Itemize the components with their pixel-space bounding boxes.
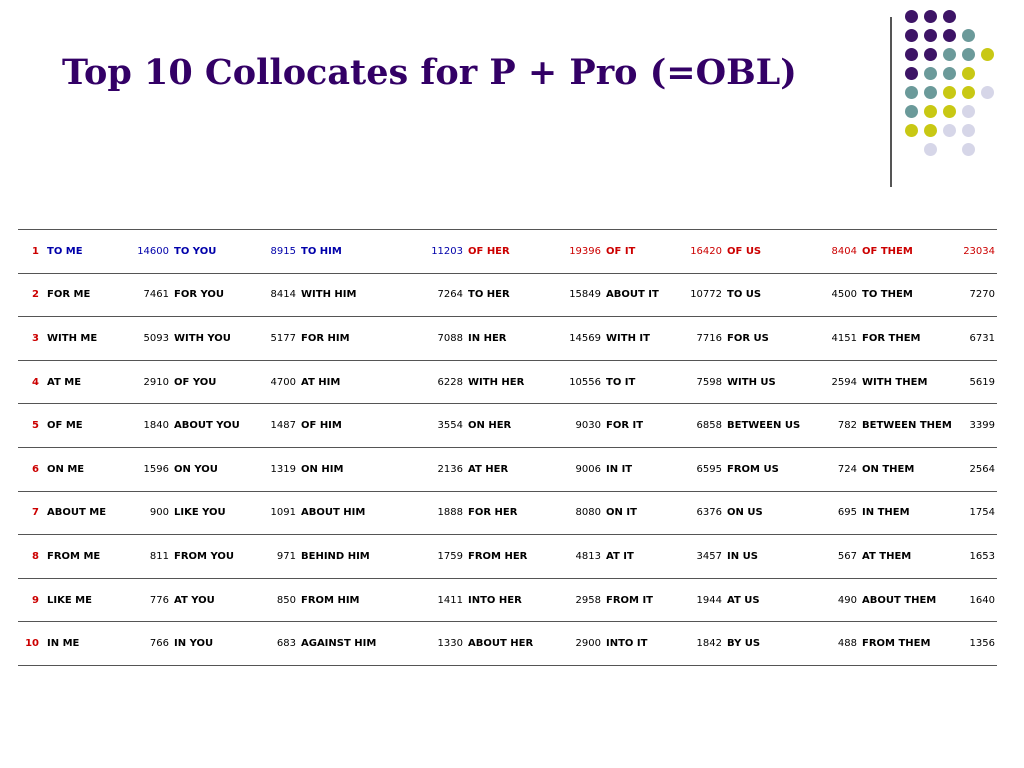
frequency-cell: 2910 <box>125 360 171 404</box>
decorative-dot <box>962 67 975 80</box>
frequency-cell: 3399 <box>954 404 997 448</box>
collocate-cell: FOR HIM <box>298 317 398 361</box>
frequency-cell: 695 <box>813 491 859 535</box>
decorative-dot <box>924 86 937 99</box>
frequency-cell: 6376 <box>681 491 724 535</box>
frequency-cell: 5177 <box>252 317 298 361</box>
decorative-dot <box>905 124 918 137</box>
table-row <box>18 273 997 317</box>
frequency-cell: 4151 <box>813 317 859 361</box>
decorative-dot <box>905 86 918 99</box>
frequency-cell: 5093 <box>125 317 171 361</box>
decorative-dot-grid <box>905 10 1015 170</box>
frequency-cell: 14600 <box>125 230 171 274</box>
collocate-cell: FROM HIM <box>298 578 398 622</box>
decorative-dot <box>943 48 956 61</box>
decorative-dot <box>962 48 975 61</box>
frequency-cell: 5619 <box>954 360 997 404</box>
collocate-cell: OF THEM <box>859 230 954 274</box>
rank-cell: 9 <box>18 578 44 622</box>
decorative-dot <box>943 29 956 42</box>
frequency-cell: 490 <box>813 578 859 622</box>
collocate-cell: IN ME <box>44 622 125 666</box>
collocate-cell: TO US <box>724 273 813 317</box>
frequency-cell: 3554 <box>398 404 465 448</box>
collocate-cell: WITH ME <box>44 317 125 361</box>
collocate-cell: ON US <box>724 491 813 535</box>
collocate-cell: WITH US <box>724 360 813 404</box>
decorative-dot <box>943 124 956 137</box>
rank-cell: 4 <box>18 360 44 404</box>
collocate-cell: INTO IT <box>603 622 681 666</box>
collocate-cell: AT YOU <box>171 578 252 622</box>
frequency-cell: 782 <box>813 404 859 448</box>
collocate-cell: OF ME <box>44 404 125 448</box>
frequency-cell: 900 <box>125 491 171 535</box>
collocate-cell: AT ME <box>44 360 125 404</box>
frequency-cell: 15849 <box>558 273 603 317</box>
decorative-dot <box>905 10 918 23</box>
frequency-cell: 850 <box>252 578 298 622</box>
collocate-cell: INTO HER <box>465 578 558 622</box>
frequency-cell: 1840 <box>125 404 171 448</box>
vertical-divider-line <box>890 17 892 187</box>
table-row <box>18 622 997 666</box>
table-row <box>18 535 997 579</box>
frequency-cell: 10556 <box>558 360 603 404</box>
frequency-cell: 6731 <box>954 317 997 361</box>
frequency-cell: 1411 <box>398 578 465 622</box>
table-row <box>18 404 997 448</box>
collocate-cell: ON HIM <box>298 447 398 491</box>
frequency-cell: 6595 <box>681 447 724 491</box>
frequency-cell: 1842 <box>681 622 724 666</box>
slide-title: Top 10 Collocates for P + Pro (=OBL) <box>62 52 797 93</box>
collocate-cell: ABOUT YOU <box>171 404 252 448</box>
frequency-cell: 1091 <box>252 491 298 535</box>
frequency-cell: 1330 <box>398 622 465 666</box>
frequency-cell: 7270 <box>954 273 997 317</box>
collocate-cell: TO HER <box>465 273 558 317</box>
frequency-cell: 567 <box>813 535 859 579</box>
collocate-cell: FROM HER <box>465 535 558 579</box>
frequency-cell: 4500 <box>813 273 859 317</box>
frequency-cell: 1487 <box>252 404 298 448</box>
collocate-cell: AT US <box>724 578 813 622</box>
frequency-cell: 2958 <box>558 578 603 622</box>
collocate-cell: BETWEEN US <box>724 404 813 448</box>
collocate-cell: ON HER <box>465 404 558 448</box>
collocate-cell: TO ME <box>44 230 125 274</box>
collocate-cell: FROM US <box>724 447 813 491</box>
collocate-cell: AT THEM <box>859 535 954 579</box>
collocate-cell: TO IT <box>603 360 681 404</box>
collocate-cell: ABOUT ME <box>44 491 125 535</box>
collocate-cell: ON THEM <box>859 447 954 491</box>
collocate-cell: FOR ME <box>44 273 125 317</box>
frequency-cell: 1653 <box>954 535 997 579</box>
frequency-cell: 11203 <box>398 230 465 274</box>
frequency-cell: 9030 <box>558 404 603 448</box>
rank-cell: 10 <box>18 622 44 666</box>
collocate-cell: TO HIM <box>298 230 398 274</box>
frequency-cell: 971 <box>252 535 298 579</box>
table-row <box>18 317 997 361</box>
frequency-cell: 1319 <box>252 447 298 491</box>
collocate-cell: FROM THEM <box>859 622 954 666</box>
collocate-cell: WITH YOU <box>171 317 252 361</box>
collocate-cell: WITH HER <box>465 360 558 404</box>
collocate-cell: IN IT <box>603 447 681 491</box>
collocates-table-container <box>18 229 997 666</box>
frequency-cell: 8080 <box>558 491 603 535</box>
decorative-dot <box>924 67 937 80</box>
rank-cell: 2 <box>18 273 44 317</box>
frequency-cell: 6228 <box>398 360 465 404</box>
frequency-cell: 8915 <box>252 230 298 274</box>
collocate-cell: AGAINST HIM <box>298 622 398 666</box>
table-row <box>18 360 997 404</box>
collocate-cell: AT IT <box>603 535 681 579</box>
frequency-cell: 724 <box>813 447 859 491</box>
decorative-dot <box>962 29 975 42</box>
decorative-dot <box>905 67 918 80</box>
collocate-cell: IN YOU <box>171 622 252 666</box>
decorative-dot <box>905 48 918 61</box>
frequency-cell: 8414 <box>252 273 298 317</box>
collocate-cell: ON IT <box>603 491 681 535</box>
collocate-cell: BEHIND HIM <box>298 535 398 579</box>
frequency-cell: 811 <box>125 535 171 579</box>
collocate-cell: ABOUT HER <box>465 622 558 666</box>
decorative-dot <box>924 48 937 61</box>
collocate-cell: FOR THEM <box>859 317 954 361</box>
frequency-cell: 1759 <box>398 535 465 579</box>
frequency-cell: 23034 <box>954 230 997 274</box>
collocate-cell: AT HIM <box>298 360 398 404</box>
collocate-cell: OF US <box>724 230 813 274</box>
decorative-dot <box>943 86 956 99</box>
decorative-dot <box>943 105 956 118</box>
frequency-cell: 1888 <box>398 491 465 535</box>
collocate-cell: FROM YOU <box>171 535 252 579</box>
collocate-cell: ABOUT HIM <box>298 491 398 535</box>
decorative-dot <box>924 124 937 137</box>
frequency-cell: 683 <box>252 622 298 666</box>
rank-cell: 6 <box>18 447 44 491</box>
collocate-cell: OF HIM <box>298 404 398 448</box>
collocate-cell: BETWEEN THEM <box>859 404 954 448</box>
frequency-cell: 2900 <box>558 622 603 666</box>
rank-cell: 3 <box>18 317 44 361</box>
frequency-cell: 2136 <box>398 447 465 491</box>
decorative-dot <box>924 10 937 23</box>
decorative-dot <box>962 86 975 99</box>
frequency-cell: 10772 <box>681 273 724 317</box>
collocate-cell: OF HER <box>465 230 558 274</box>
rank-cell: 8 <box>18 535 44 579</box>
collocates-table <box>18 229 997 666</box>
collocate-cell: WITH IT <box>603 317 681 361</box>
rank-cell: 7 <box>18 491 44 535</box>
frequency-cell: 1944 <box>681 578 724 622</box>
frequency-cell: 4700 <box>252 360 298 404</box>
frequency-cell: 7598 <box>681 360 724 404</box>
collocate-cell: LIKE ME <box>44 578 125 622</box>
decorative-dot <box>962 105 975 118</box>
frequency-cell: 16420 <box>681 230 724 274</box>
collocate-cell: WITH THEM <box>859 360 954 404</box>
frequency-cell: 766 <box>125 622 171 666</box>
decorative-dot <box>905 29 918 42</box>
frequency-cell: 4813 <box>558 535 603 579</box>
decorative-dot <box>981 86 994 99</box>
frequency-cell: 7088 <box>398 317 465 361</box>
table-row <box>18 491 997 535</box>
collocate-cell: ABOUT THEM <box>859 578 954 622</box>
decorative-dot <box>962 143 975 156</box>
frequency-cell: 776 <box>125 578 171 622</box>
collocate-cell: LIKE YOU <box>171 491 252 535</box>
decorative-dot <box>981 48 994 61</box>
collocate-cell: WITH HIM <box>298 273 398 317</box>
collocate-cell: AT HER <box>465 447 558 491</box>
frequency-cell: 3457 <box>681 535 724 579</box>
collocate-cell: OF YOU <box>171 360 252 404</box>
rank-cell: 5 <box>18 404 44 448</box>
collocate-cell: FOR US <box>724 317 813 361</box>
frequency-cell: 7716 <box>681 317 724 361</box>
collocate-cell: ON ME <box>44 447 125 491</box>
frequency-cell: 19396 <box>558 230 603 274</box>
frequency-cell: 8404 <box>813 230 859 274</box>
collocate-cell: ON YOU <box>171 447 252 491</box>
rank-cell: 1 <box>18 230 44 274</box>
decorative-dot <box>924 29 937 42</box>
frequency-cell: 6858 <box>681 404 724 448</box>
table-row <box>18 230 997 274</box>
frequency-cell: 7461 <box>125 273 171 317</box>
frequency-cell: 2594 <box>813 360 859 404</box>
decorative-dot <box>962 124 975 137</box>
decorative-dot <box>905 105 918 118</box>
table-row <box>18 447 997 491</box>
collocate-cell: IN THEM <box>859 491 954 535</box>
collocate-cell: IN HER <box>465 317 558 361</box>
table-row <box>18 578 997 622</box>
frequency-cell: 488 <box>813 622 859 666</box>
decorative-dot <box>924 143 937 156</box>
frequency-cell: 2564 <box>954 447 997 491</box>
frequency-cell: 1640 <box>954 578 997 622</box>
collocate-cell: ABOUT IT <box>603 273 681 317</box>
frequency-cell: 1356 <box>954 622 997 666</box>
frequency-cell: 1596 <box>125 447 171 491</box>
collocate-cell: FROM ME <box>44 535 125 579</box>
decorative-dot <box>924 105 937 118</box>
collocate-cell: FOR IT <box>603 404 681 448</box>
collocate-cell: FOR HER <box>465 491 558 535</box>
collocate-cell: FOR YOU <box>171 273 252 317</box>
decorative-dot <box>943 67 956 80</box>
collocate-cell: IN US <box>724 535 813 579</box>
frequency-cell: 1754 <box>954 491 997 535</box>
collocate-cell: BY US <box>724 622 813 666</box>
collocate-cell: OF IT <box>603 230 681 274</box>
decorative-dot <box>943 10 956 23</box>
frequency-cell: 7264 <box>398 273 465 317</box>
frequency-cell: 9006 <box>558 447 603 491</box>
collocate-cell: TO THEM <box>859 273 954 317</box>
collocate-cell: FROM IT <box>603 578 681 622</box>
frequency-cell: 14569 <box>558 317 603 361</box>
collocate-cell: TO YOU <box>171 230 252 274</box>
